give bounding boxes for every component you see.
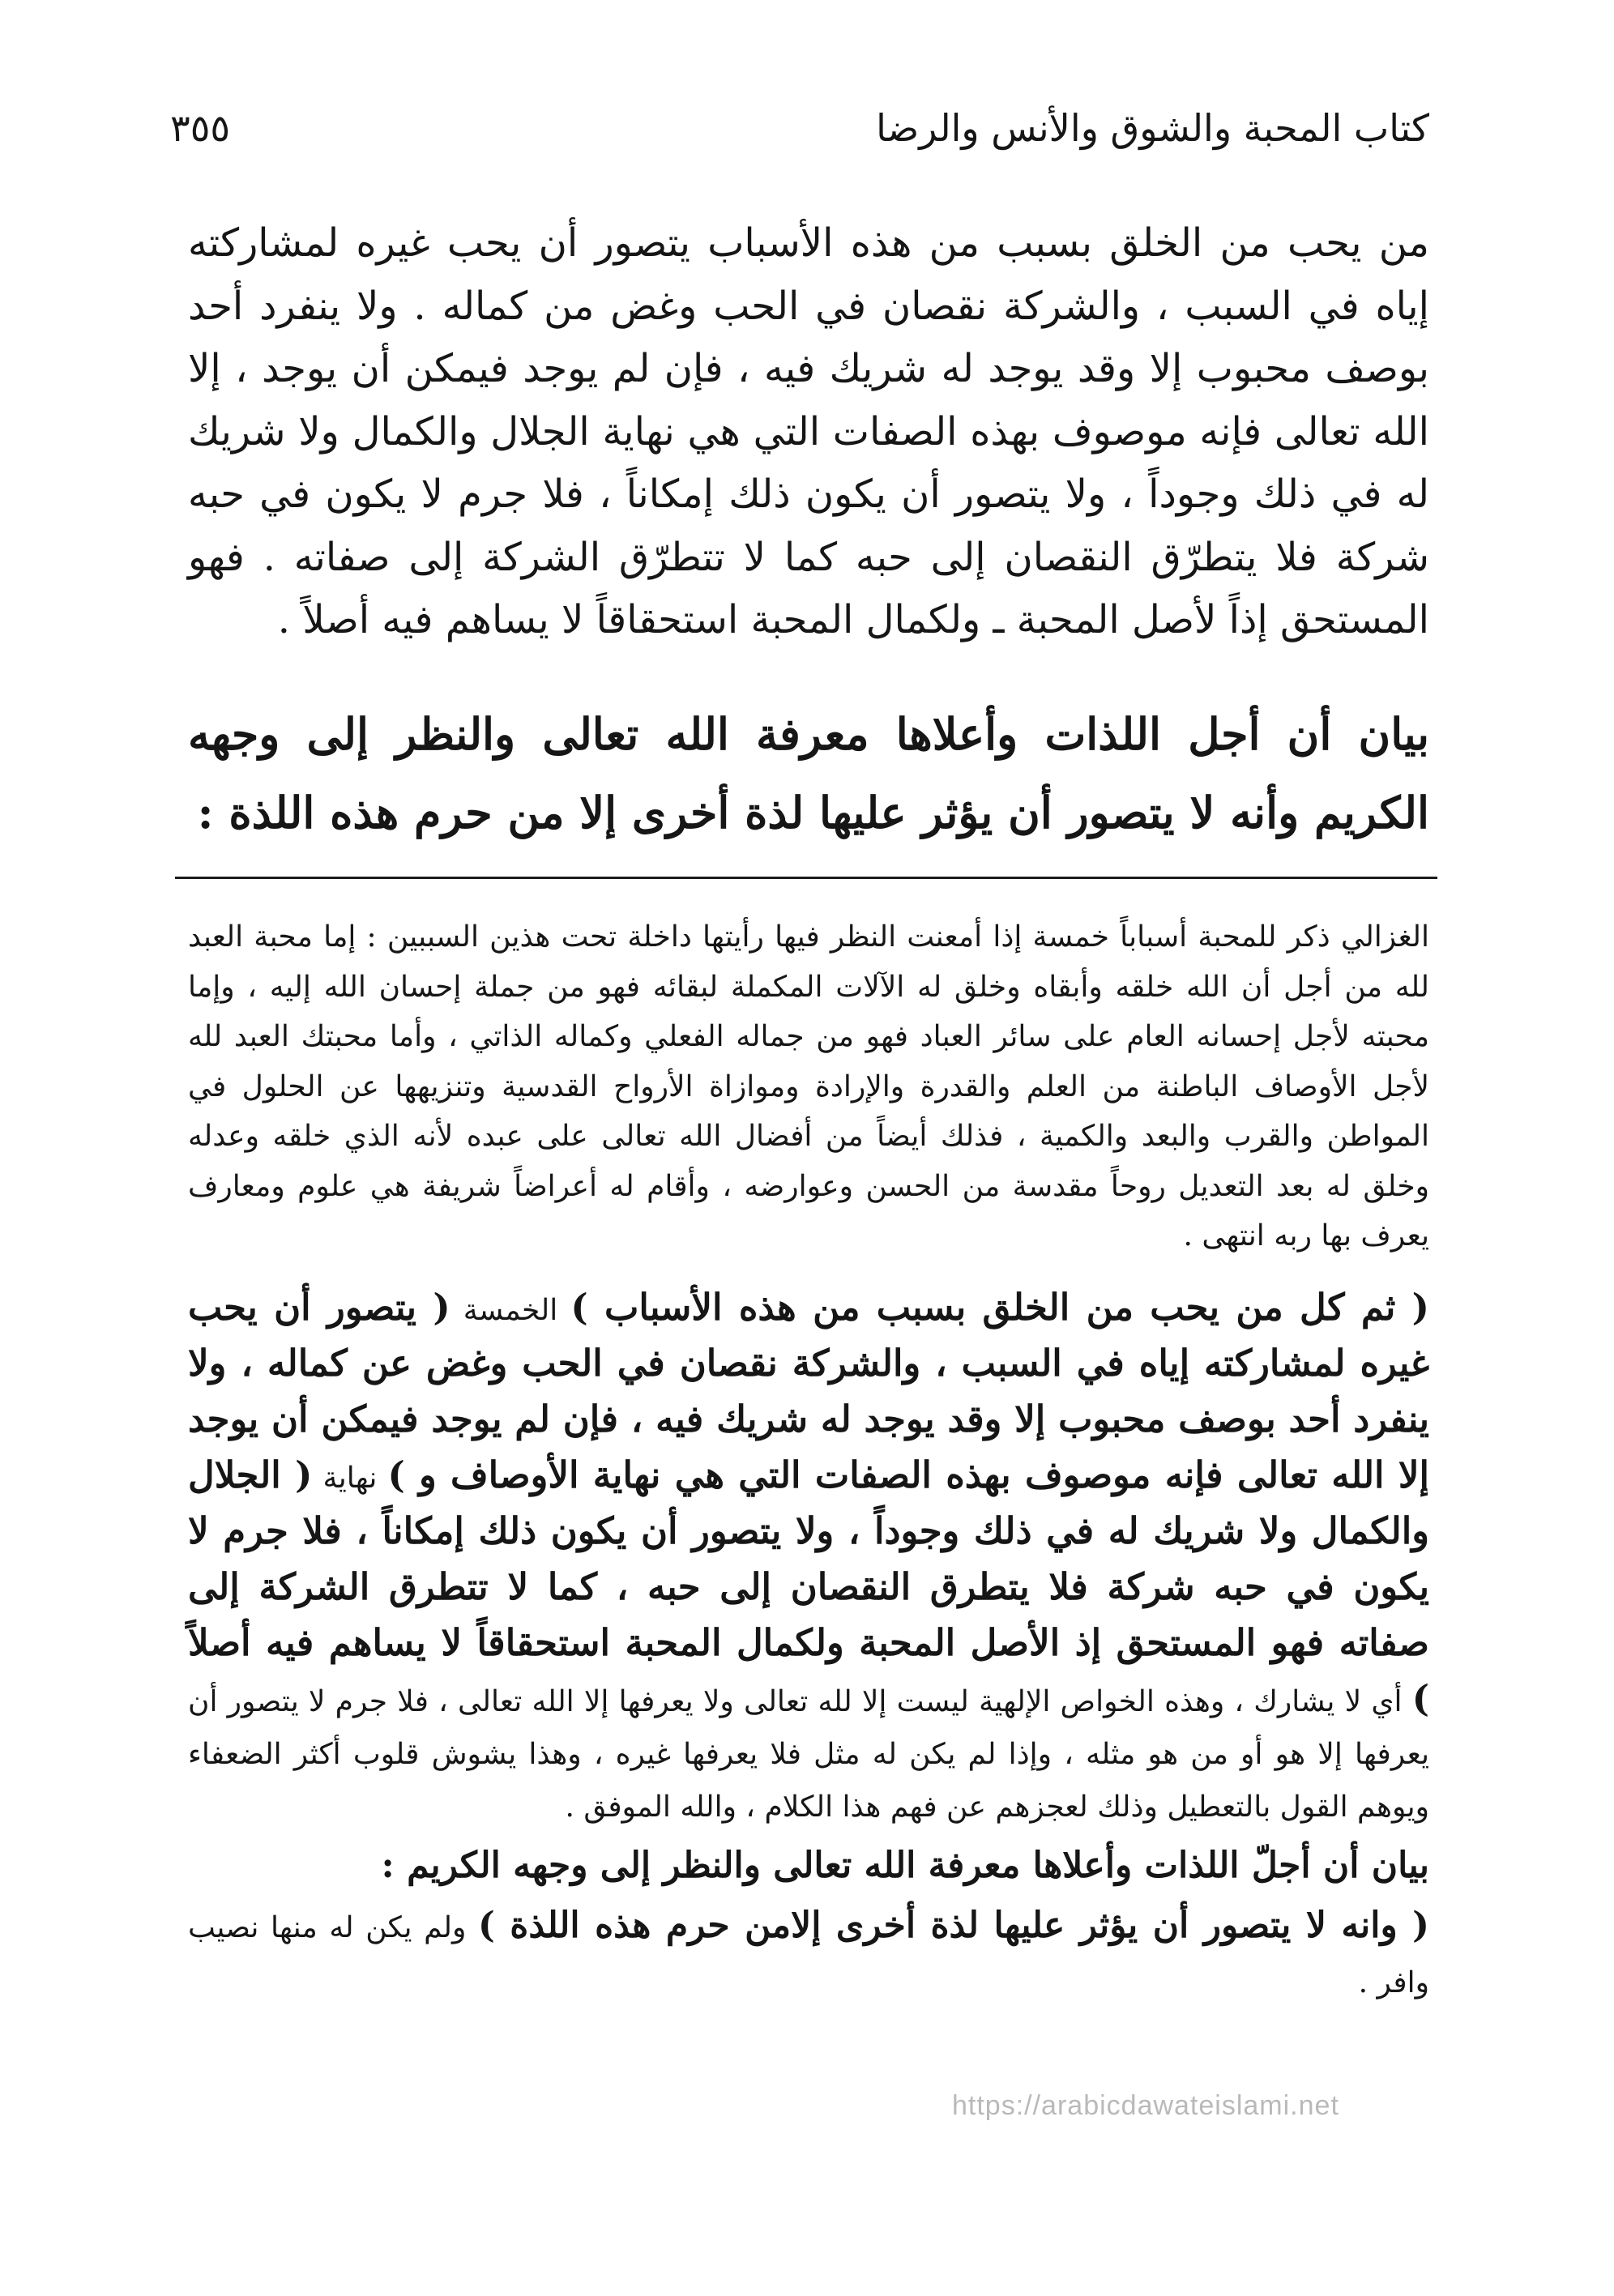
quoted-text: ( وانه لا يتصور أن يؤثر عليها لذة أخرى إلامن حرم هذه اللذة ) (477, 1904, 1429, 1946)
quoted-text: ( ثم كل من يحب من الخلق بسبب من هذه الأسباب ) (570, 1285, 1429, 1329)
section-heading: بيان أن أجل اللذات وأعلاها معرفة الله تعالى والنظر إلى وجهه الكريم وأنه لا يتصور أن يؤثر عليها لذة أخرى إلا من حرم هذه اللذة : (188, 708, 1429, 839)
page-header (170, 96, 1429, 160)
closing-paragraph (188, 1898, 1429, 2011)
commentary-text: أي لا يشارك ، وهذه الخواص الإلهية ليست إلا لله تعالى ولا يعرفها إلا الله تعالى ، فلا جرم لا يتصور أن يعرفها إلا هو أو من هو مثله ، وإذا لم يكن له مثل فلا يعرفها غيره ، وهذا يشوش قلوب أكثر الضعفاء ويوهم القول بالتعطيل وذلك لعجزهم عن فهم هذا الكلام ، والله الموفق . (188, 1684, 1429, 1824)
quoted-text: ( يتصور أن يحب غيره لمشاركته إياه في السبب ، والشركة نقصان في الحب وغض عن كماله ، ولا ينفرد أحد بوصف محبوب إلا وقد يوجد له شريك فيه ، فإن لم يوجد فيمكن أن يوجد إلا الله تعالى فإنه موصوف بهذه الصفات التي هي نهاية الأوصاف و ) (188, 1285, 1429, 1496)
commentary-text: الخمسة (450, 1293, 571, 1327)
commentary-sub-heading: بيان أن أجلّ اللذات وأعلاها معرفة الله تعالى والنظر إلى وجهه الكريم : (381, 1844, 1429, 1886)
footnote-separator (175, 877, 1437, 879)
main-paragraph: من يحب من الخلق بسبب من هذه الأسباب يتصور أن يحب غيره لمشاركته إياه في السبب ، والشركة نقصان في الحب وغض من كماله . ولا ينفرد أحد بوصف محبوب إلا وقد يوجد له شريك فيه ، فإن لم يوجد فيمكن أن يوجد ، إلا الله تعالى فإنه موصوف بهذه الصفات التي هي نهاية الجلال والكمال ولا شريك له في ذلك وجوداً ، ولا يتصور أن يكون ذلك إمكاناً ، فلا جرم لا يكون في حبه شركة فلا يتطرّق النقصان إلى حبه كما لا تتطرّق الشركة إلى صفاته . فهو المستحق إذاً لأصل المحبة ـ ولكمال المحبة استحقاقاً لا يساهم فيه أصلاً . (188, 220, 1430, 642)
quoted-text: ( الجلال والكمال ولا شريك له في ذلك وجوداً ، ولا يتصور أن يكون ذلك إمكاناً ، فلا جرم لا يكون في حبه شركة فلا يتطرق النقصان إلى حبه ، كما لا تتطرق الشركة إلى صفاته فهو المستحق إذ الأصل المحبة ولكمال المحبة استحقاقاً لا يساهم فيه أصلاً ) (188, 1453, 1429, 1720)
commentary-text: ولم يكن له منها نصيب وافر . (188, 1910, 1429, 1999)
commentary-paragraph (188, 1281, 1429, 1833)
page-number: ٣٥٥ (170, 106, 231, 150)
website-watermark: https://arabicdawateislami.net (952, 2090, 1339, 2121)
commentary-block (188, 912, 1429, 2176)
running-title: كتاب المحبة والشوق والأنس والرضا (876, 106, 1429, 150)
footnote-paragraph: الغزالي ذكر للمحبة أسباباً خمسة إذا أمعنت النظر فيها رأيتها داخلة تحت هذين السببين : إما محبة العبد لله من أجل أن الله خلقه وأبقاه وخلق له الآلات المكملة لبقائه فهو من جملة إحسان الله إليه ، وإما محبته لأجل إحسانه العام على سائر العباد فهو من جماله الفعلي وكماله الذاتي ، وأما محبتك العبد لله لأجل الأوصاف الباطنة من العلم والقدرة والإرادة وموازاة الأرواح القدسية وتنزيهها عن الحلول في المواطن والقرب والبعد والكمية ، فذلك أيضاً من أفضال الله تعالى على عبده لأنه الذي خلقه وعدله وخلق له بعد التعديل روحاً مقدسة من الحسن وعوارضه ، وأقام له أعراضاً شريفة هي علوم ومعارف يعرف بها ربه انتهى . (188, 920, 1430, 1253)
spacer (188, 1261, 1429, 1281)
commentary-text: نهاية (312, 1461, 388, 1495)
main-text-block (188, 212, 1429, 715)
section-heading-block (188, 695, 1429, 857)
